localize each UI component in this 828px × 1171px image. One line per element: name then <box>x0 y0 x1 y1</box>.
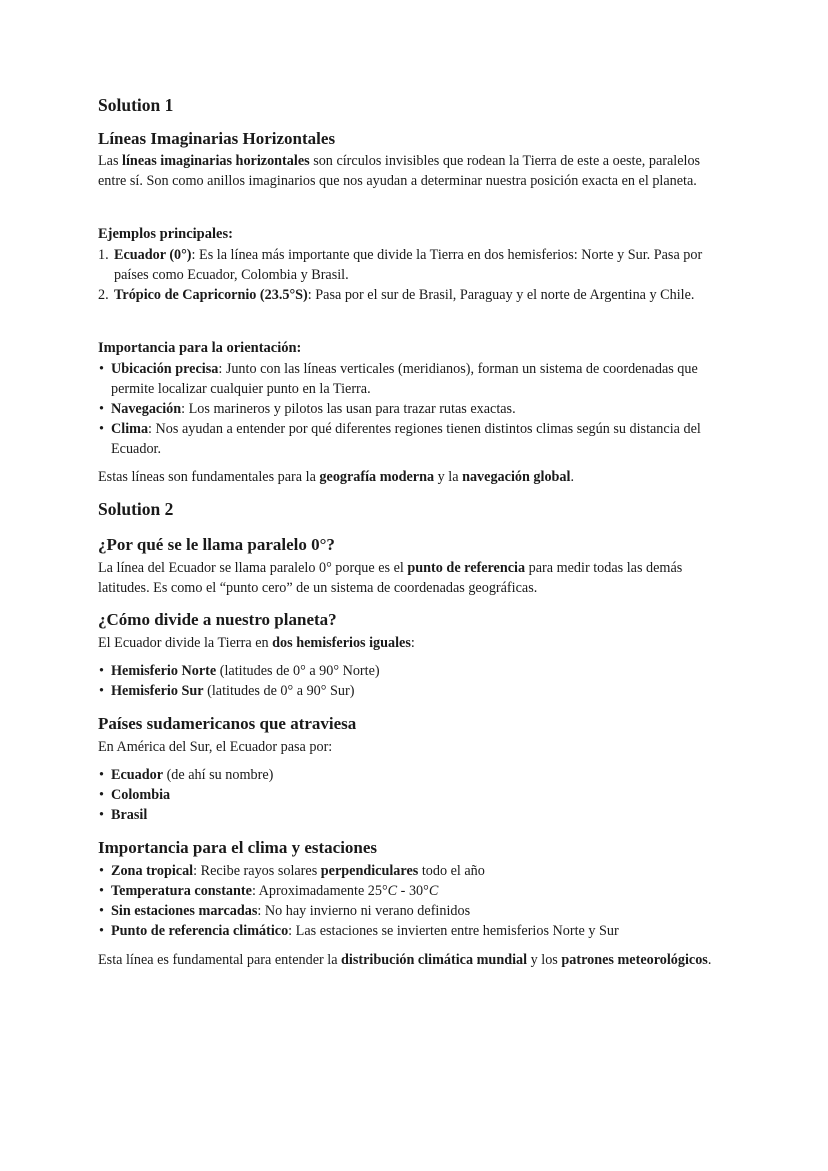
importance-list <box>98 359 730 459</box>
solution-1-intro: Las líneas imaginarias horizontales son círculos invisibles que rodean la Tierra de este a oeste, paralelos entre sí. Son como anillos imaginarios que nos ayudan a determinar nuestra posición exacta en el planeta. <box>98 153 701 189</box>
q4-title: Importancia para el clima y estaciones <box>98 838 378 857</box>
list-item: • Ubicación precisa: Junto con las líneas verticales (meridianos), forman un sistema de coordenadas que permite localizar cualquier punto en la Tierra. <box>98 359 730 399</box>
list-item: • Zona tropical: Recibe rayos solares perpendiculares todo el año <box>98 861 730 881</box>
examples-label: Ejemplos principales: <box>98 226 233 242</box>
solution-1-heading: Solution 1 <box>98 95 174 115</box>
list-item: • Navegación: Los marineros y pilotos las usan para trazar rutas exactas. <box>98 399 730 419</box>
solution-2-closing: Esta línea es fundamental para entender la distribución climática mundial y los patrones meteorológicos. <box>98 952 712 968</box>
list-item: • Temperatura constante: Aproximadamente 25°C - 30°C <box>98 881 730 901</box>
list-item: • Punto de referencia climático: Las estaciones se invierten entre hemisferios Norte y Sur <box>98 921 730 941</box>
examples-list <box>98 245 730 305</box>
list-item: • Clima: Nos ayudan a entender por qué diferentes regiones tienen distintos climas según su distancia del Ecuador. <box>98 419 730 459</box>
importance-label: Importancia para la orientación: <box>98 340 302 356</box>
solution-2-heading: Solution 2 <box>98 499 174 519</box>
list-item: • Sin estaciones marcadas: No hay invierno ni verano definidos <box>98 901 730 921</box>
climate-list <box>98 861 730 941</box>
list-item: • Ecuador (de ahí su nombre) <box>98 765 730 785</box>
q1-title: ¿Por qué se le llama paralelo 0°? <box>98 535 335 554</box>
solution-1-title: Líneas Imaginarias Horizontales <box>98 129 336 148</box>
list-item: • Hemisferio Norte (latitudes de 0° a 90° Norte) <box>98 661 730 681</box>
hemispheres-list <box>98 661 730 701</box>
q2-title: ¿Cómo divide a nuestro planeta? <box>98 610 337 629</box>
q3-title: Países sudamericanos que atraviesa <box>98 714 357 733</box>
list-item: • Hemisferio Sur (latitudes de 0° a 90° Sur) <box>98 681 730 701</box>
q2-text: El Ecuador divide la Tierra en dos hemisferios iguales: <box>98 635 415 651</box>
solution-1-closing: Estas líneas son fundamentales para la geografía moderna y la navegación global. <box>98 469 575 485</box>
q1-text: La línea del Ecuador se llama paralelo 0° porque es el punto de referencia para medir todas las demás latitudes. Es como el “punto cero” de un sistema de coordenadas geográficas. <box>98 560 683 596</box>
list-item: • Colombia <box>98 785 730 805</box>
q3-intro: En América del Sur, el Ecuador pasa por: <box>98 739 333 755</box>
countries-list <box>98 765 730 825</box>
list-item: 2. Trópico de Capricornio (23.5°S): Pasa por el sur de Brasil, Paraguay y el norte de Argentina y Chile. <box>98 287 695 303</box>
list-item: • Brasil <box>98 805 730 825</box>
list-item: 1. Ecuador (0°): Es la línea más importante que divide la Tierra en dos hemisferios: Norte y Sur. Pasa por países como Ecuador, Colombia y Brasil. <box>98 247 703 283</box>
